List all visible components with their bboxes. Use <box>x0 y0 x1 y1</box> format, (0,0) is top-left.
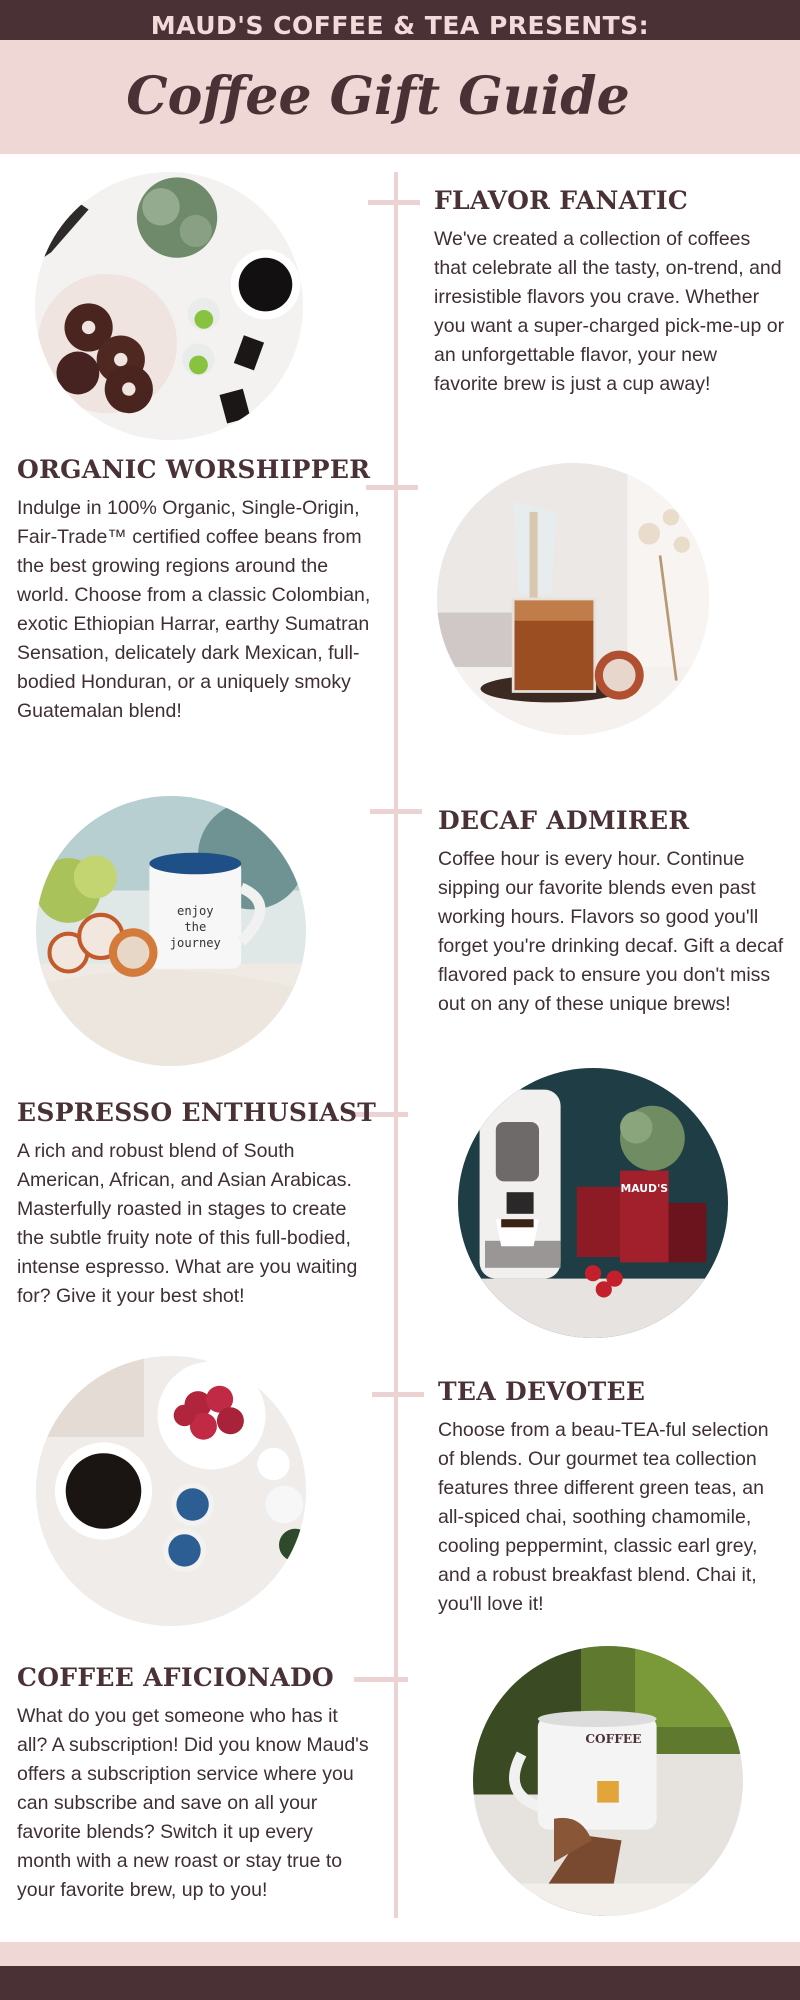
section-text: Indulge in 100% Organic, Single-Origin, Fair-Trade™ certified coffee beans from the best growing regions around the world. Choose from a classic Colombian, exotic Ethiopian Harrar, earthy Sumatran Sensation, delicately dark Mexican, full-bodied Honduran, or a uniquely smoky Guatemalan blend! <box>17 497 371 722</box>
donuts-and-coffee-photo <box>35 172 303 440</box>
hand-holding-mug-photo <box>473 1646 743 1916</box>
section-heading: COFFEE AFICIONADO <box>17 1663 335 1692</box>
bottom-band <box>0 1942 800 1966</box>
timeline-tick-2 <box>366 485 418 490</box>
mug-text-2: the <box>184 920 207 934</box>
section-heading: ORGANIC WORSHIPPER <box>17 455 371 484</box>
timeline-line <box>394 172 398 1918</box>
section-text: Coffee hour is every hour. Continue sipping our favorite blends even past working hours. Flavors so good you'll forget you're drinking decaf. Gift a decaf flavored pack to ensure you don't miss out on any of these unique brews! <box>438 848 784 1015</box>
section-heading: TEA DEVOTEE <box>438 1377 646 1406</box>
aficionado-mug-label: COFFEE <box>585 1732 642 1747</box>
section-text: Choose from a beau-TEA-ful selection of blends. Our gourmet tea collection features three different green teas, an all-spiced chai, soothing chamomile, cooling peppermint, classic earl grey, and a robust breakfast blend. Chai it, you'll love it! <box>438 1419 769 1615</box>
section-heading: FLAVOR FANATIC <box>434 186 689 215</box>
section-tea-devotee <box>438 1377 790 1619</box>
section-heading: DECAF ADMIRER <box>438 806 690 835</box>
section-flavor-fanatic <box>434 186 786 399</box>
mug-text-1: enjoy <box>177 903 214 918</box>
raspberries-and-tea-photo <box>36 1356 306 1626</box>
section-organic-worshipper <box>17 455 372 726</box>
enjoy-the-journey-mug-photo <box>36 796 306 1066</box>
timeline-tick-1 <box>368 200 420 205</box>
section-heading: ESPRESSO ENTHUSIAST <box>17 1098 377 1127</box>
iced-coffee-pour-photo <box>437 463 709 735</box>
espresso-box-label: MAUD'S <box>620 1182 669 1196</box>
timeline-tick-3 <box>370 809 422 814</box>
page-title: Coffee Gift Guide <box>126 66 630 127</box>
section-coffee-aficionado <box>17 1663 372 1905</box>
timeline-tick-5 <box>372 1392 424 1397</box>
section-text: What do you get someone who has it all? A subscription! Did you know Maud's offers a subscription service where you can subscribe and save on all your favorite blends? Switch it up every month with a new roast or stay true to your favorite brew, up to you! <box>17 1705 369 1901</box>
mug-text-3: journey <box>169 936 221 951</box>
espresso-machine-photo <box>458 1068 728 1338</box>
title-band <box>0 40 800 154</box>
bottom-bar <box>0 1966 800 2000</box>
section-text: We've created a collection of coffees that celebrate all the tasty, on-trend, and irresistible flavors you crave. Whether you want a super-charged pick-me-up or an unforgettable flavor, your new favorite brew is just a cup away! <box>434 228 785 395</box>
section-text: A rich and robust blend of South American, African, and Asian Arabicas. Masterfully roasted in stages to create the subtle fruity note of this full-bodied, intense espresso. What are you waiting for? Give it your best shot! <box>17 1140 358 1307</box>
section-espresso-enthusiast <box>17 1098 377 1311</box>
top-banner <box>0 0 800 40</box>
presenter-text: MAUD'S COFFEE & TEA PRESENTS: <box>150 11 650 40</box>
section-decaf-admirer <box>438 806 790 1019</box>
